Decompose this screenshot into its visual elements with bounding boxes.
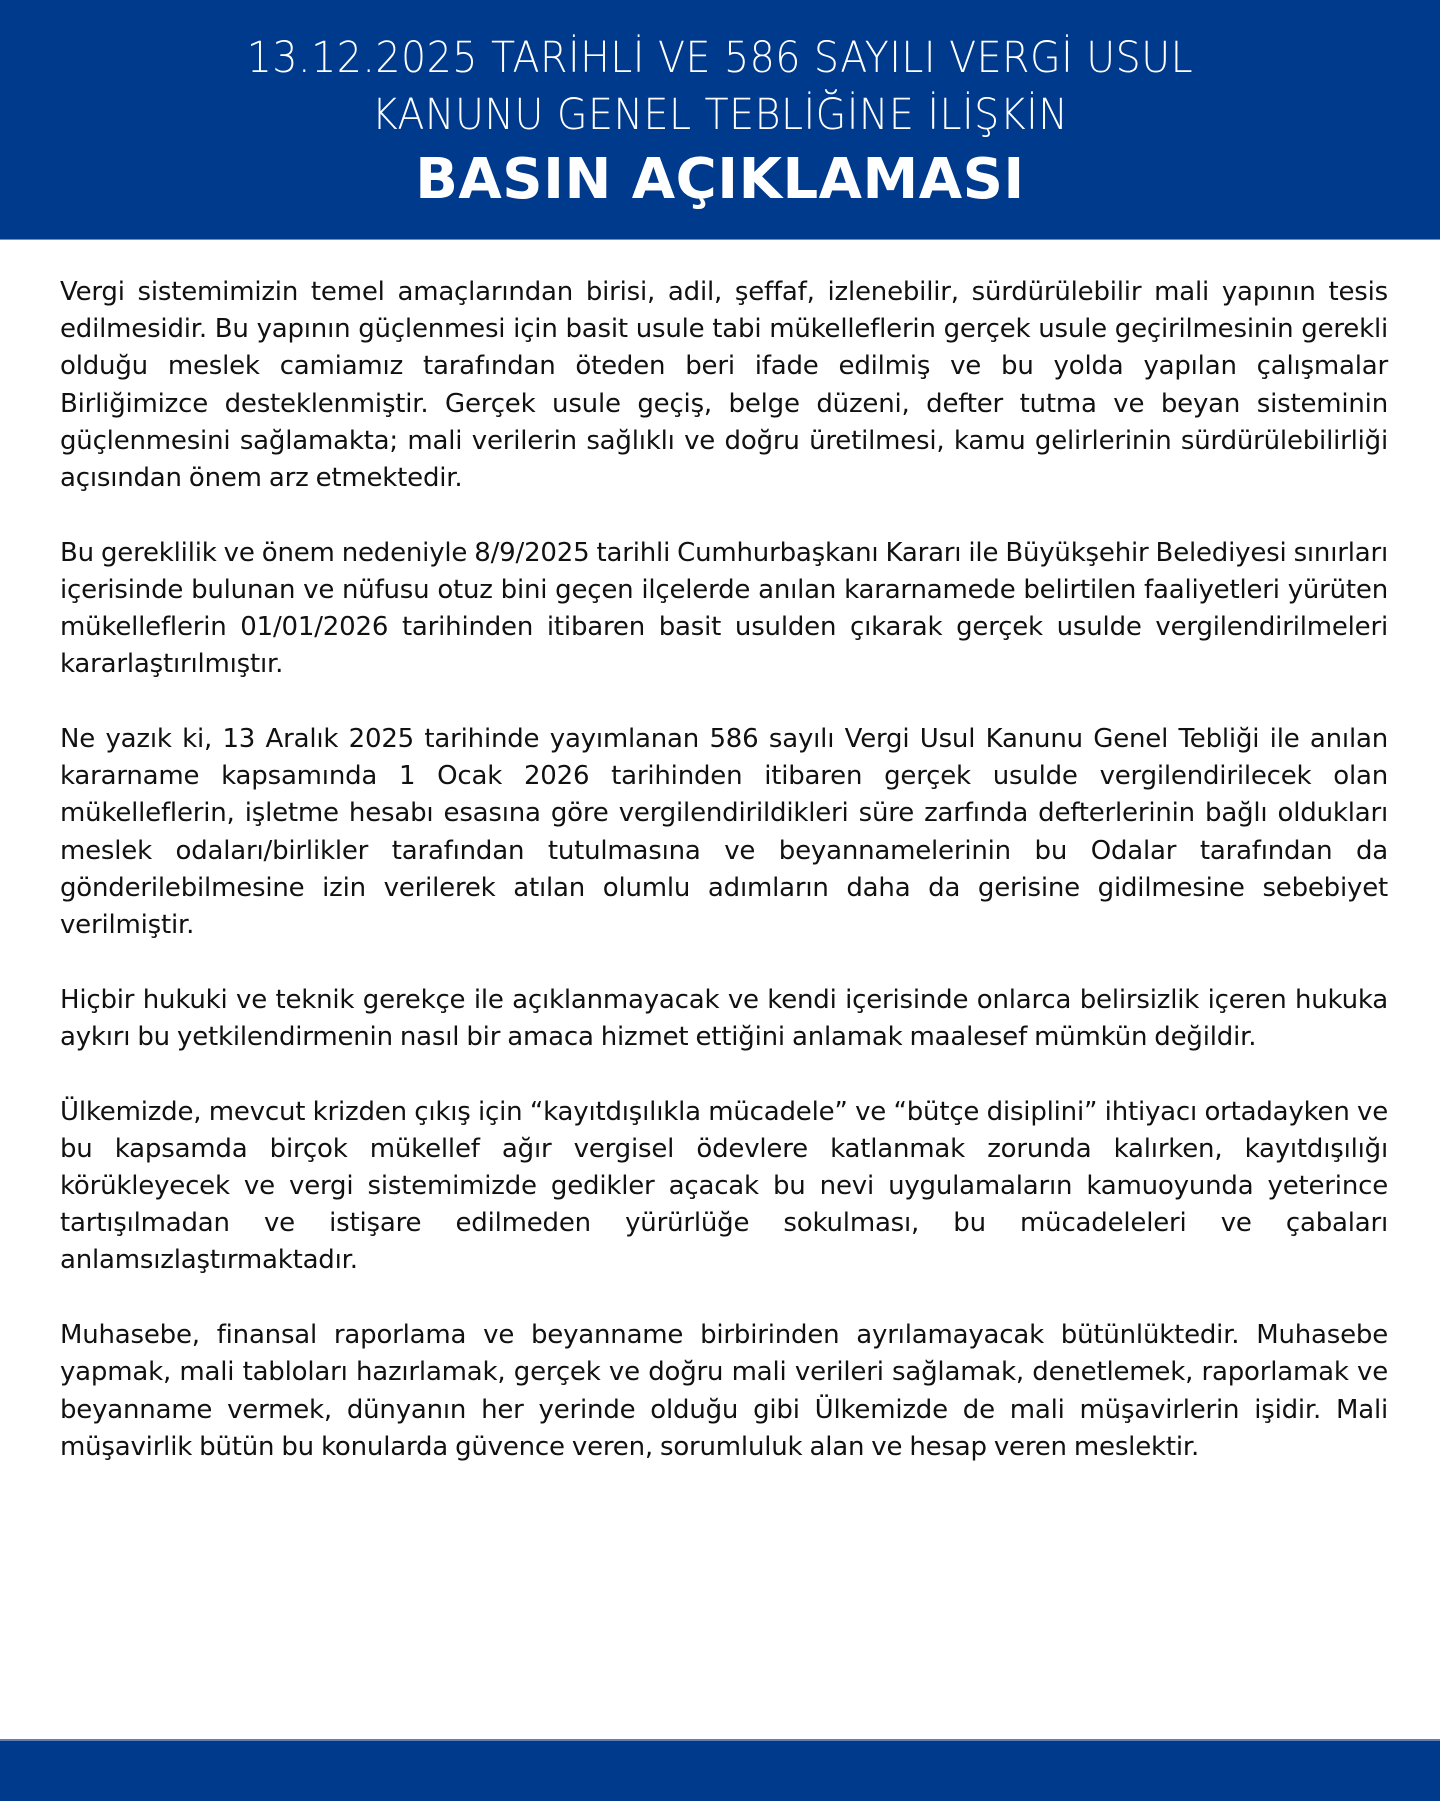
- title-line-2: KANUNU GENEL TEBLİĞİNE İLİŞKİN: [371, 90, 1069, 140]
- press-release-body: [60, 274, 1388, 1503]
- footer-bar: [0, 1739, 1440, 1801]
- paragraph-1: Vergi sistemimizin temel amaçlarından birisi, adil, şeffaf, izlenebilir, sürdürülebilir mali yapının tesis edilmesidir. Bu yapının güçlenmesi için basit usule tabi mükelleflerin gerçek usule geçirilmesinin gerekli olduğu meslek camiamız tarafından öteden beri ifade edilmiş ve bu yolda yapılan çalışmalar Birliğimizce desteklenmiştir. Gerçek usule geçiş, belge düzeni, defter tutma ve beyan sisteminin güçlenmesini sağlamakta; mali verilerin sağlıklı ve doğru üretilmesi, kamu gelirlerinin sürdürülebilirliği açısından önem arz etmektedir.: [60, 277, 1388, 494]
- paragraph-2: Bu gereklilik ve önem nedeniyle 8/9/2025 tarihli Cumhurbaşkanı Kararı ile Büyükşehir Belediyesi sınırları içerisinde bulunan ve nüfusu otuz bini geçen ilçelerde anılan kararnamede belirtilen faaliyetleri yürüten mükelleflerin 01/01/2026 tarihinden itibaren basit usulden çıkarak gerçek usulde vergilendirilmeleri kararlaştırılmıştır.: [60, 537, 1388, 680]
- title-line-1: 13.12.2025 TARİHLİ VE 586 SAYILI VERGİ USUL: [246, 33, 1194, 83]
- paragraph-5: Ülkemizde, mevcut krizden çıkış için “kayıtdışılıkla mücadele” ve “bütçe disiplini” ihtiyacı ortadayken ve bu kapsamda birçok mükellef ağır vergisel ödevlere katlanmak zorunda kalırken, kayıtdışılığı körükleyecek ve vergi sistemimizde gedikler açacak bu nevi uygulamaların kamuoyunda yeterince tartışılmadan ve istişare edilmeden yürürlüğe sokulması, bu mücadeleleri ve çabaları anlamsızlaştırmaktadır.: [60, 1096, 1388, 1276]
- paragraph-6: Muhasebe, finansal raporlama ve beyanname birbirinden ayrılamayacak bütünlüktedir. Muhasebe yapmak, mali tabloları hazırlamak, gerçek ve doğru mali verileri sağlamak, denetlemek, raporlamak ve beyanname vermek, dünyanın her yerinde olduğu gibi Ülkemizde de mali müşavirlerin işidir. Mali müşavirlik bütün bu konularda güvence veren, sorumluluk alan ve hesap veren meslektir.: [60, 1320, 1388, 1462]
- header-banner: [0, 0, 1440, 240]
- page-title: BASIN AÇIKLAMASI: [415, 147, 1025, 212]
- paragraph-3: Ne yazık ki, 13 Aralık 2025 tarihinde yayımlanan 586 sayılı Vergi Usul Kanunu Genel Tebliği ile anılan kararname kapsamında 1 Ocak 2026 tarihinden itibaren gerçek usulde vergilendirilecek olan mükelleflerin, işletme hesabı esasına göre vergilendirildikleri süre zarfında defterlerinin bağlı oldukları meslek odaları/birlikler tarafından tutulmasına ve beyannamelerinin bu Odalar tarafından da gönderilebilmesine izin verilerek atılan olumlu adımların daha da gerisine gidilmesine sebebiyet verilmiştir.: [60, 724, 1388, 941]
- paragraph-4: Hiçbir hukuki ve teknik gerekçe ile açıklanmayacak ve kendi içerisinde onlarca belirsizlik içeren hukuka aykırı bu yetkilendirmenin nasıl bir amaca hizmet ettiğini anlamak maalesef mümkün değildir.: [60, 984, 1388, 1052]
